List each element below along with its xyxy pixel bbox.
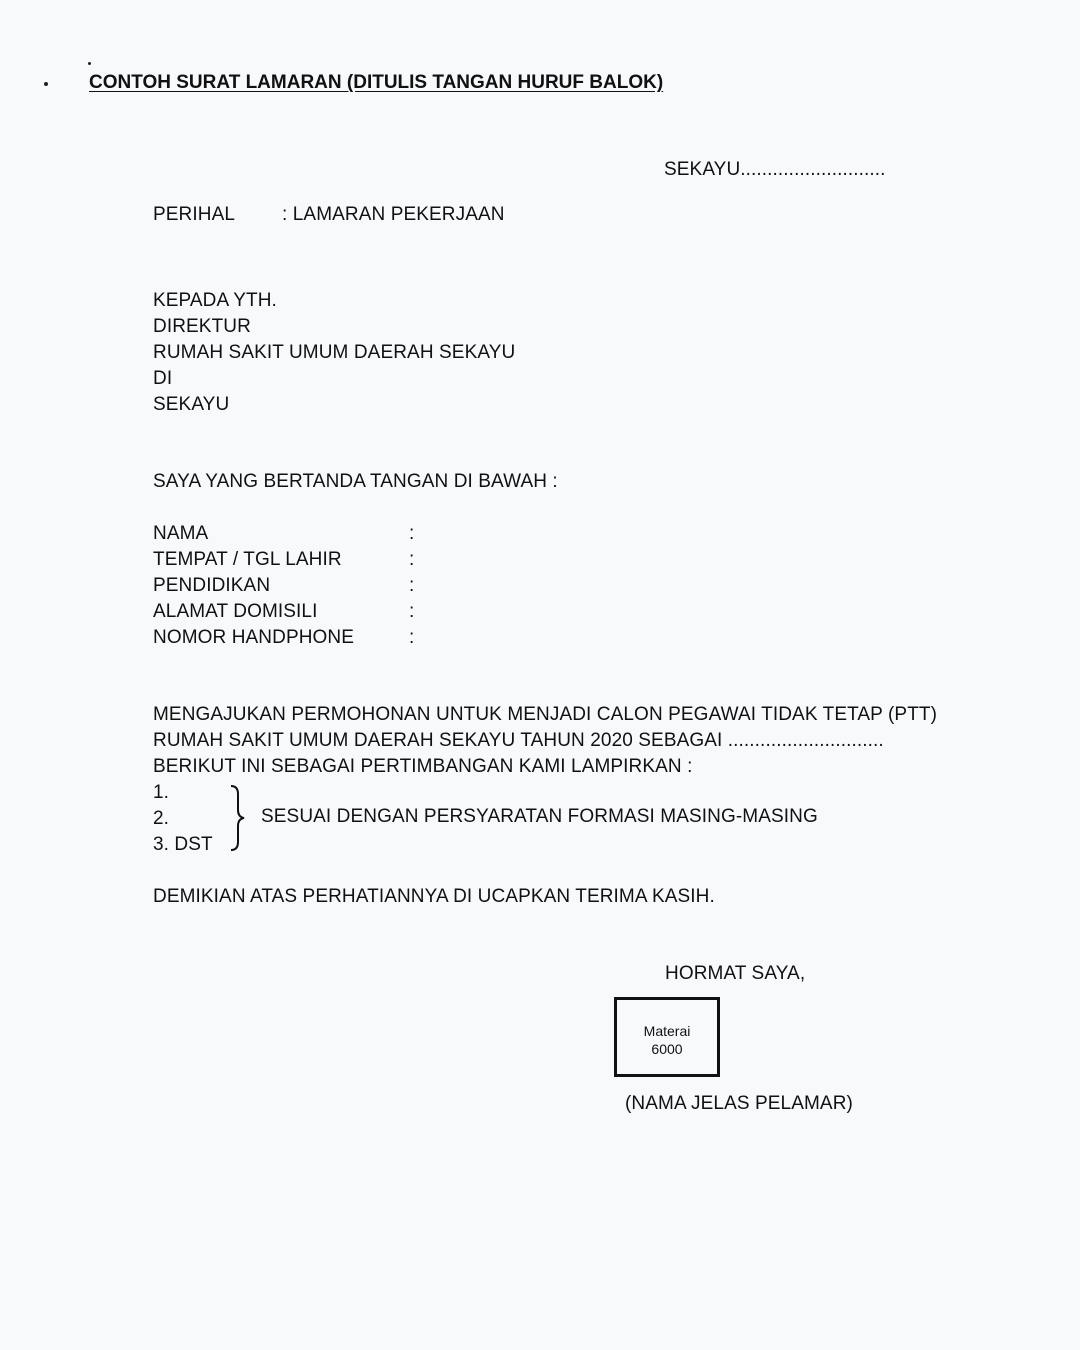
field-colon: : — [409, 549, 415, 570]
stray-dot — [88, 62, 91, 65]
stamp-box — [614, 997, 720, 1077]
signer-name: (NAMA JELAS PELAMAR) — [625, 1093, 853, 1114]
field-label: ALAMAT DOMISILI — [153, 601, 318, 622]
stray-dot — [44, 82, 48, 86]
body-line: BERIKUT INI SEBAGAI PERTIMBANGAN KAMI LAMPIRKAN : — [153, 756, 693, 777]
field-colon: : — [409, 601, 415, 622]
recipient-line: KEPADA YTH. — [153, 290, 277, 311]
attachment-item: 2. — [153, 808, 170, 829]
field-colon: : — [409, 575, 415, 596]
body-line: RUMAH SAKIT UMUM DAERAH SEKAYU TAHUN 2020 SEBAGAI ............................. — [153, 730, 884, 751]
attachment-item: 1. — [153, 782, 170, 803]
closing-line: DEMIKIAN ATAS PERHATIANNYA DI UCAPKAN TERIMA KASIH. — [153, 886, 715, 907]
stamp-line: Materai — [643, 1023, 691, 1039]
intro-line: SAYA YANG BERTANDA TANGAN DI BAWAH : — [153, 471, 558, 492]
field-label: PENDIDIKAN — [153, 575, 271, 596]
place-date: SEKAYU........................... — [664, 159, 886, 180]
field-label: TEMPAT / TGL LAHIR — [153, 549, 342, 570]
recipient-line: SEKAYU — [153, 394, 230, 415]
attachments-note: SESUAI DENGAN PERSYARATAN FORMASI MASING-MASING — [261, 806, 818, 827]
curly-brace-icon — [226, 784, 246, 852]
subject-label: PERIHAL — [153, 204, 236, 225]
stamp-line: 6000 — [651, 1041, 683, 1057]
field-colon: : — [409, 523, 415, 544]
body-line: MENGAJUKAN PERMOHONAN UNTUK MENJADI CALON PEGAWAI TIDAK TETAP (PTT) — [153, 704, 938, 725]
recipient-line: RUMAH SAKIT UMUM DAERAH SEKAYU — [153, 342, 516, 363]
recipient-line: DI — [153, 368, 173, 389]
signoff: HORMAT SAYA, — [665, 963, 806, 984]
field-colon: : — [409, 627, 415, 648]
document-title: CONTOH SURAT LAMARAN (DITULIS TANGAN HURUF BALOK) — [89, 72, 664, 93]
attachment-item: 3. DST — [153, 834, 213, 855]
field-label: NOMOR HANDPHONE — [153, 627, 355, 648]
recipient-line: DIREKTUR — [153, 316, 251, 337]
subject-value: : LAMARAN PEKERJAAN — [282, 204, 505, 225]
field-label: NAMA — [153, 523, 209, 544]
